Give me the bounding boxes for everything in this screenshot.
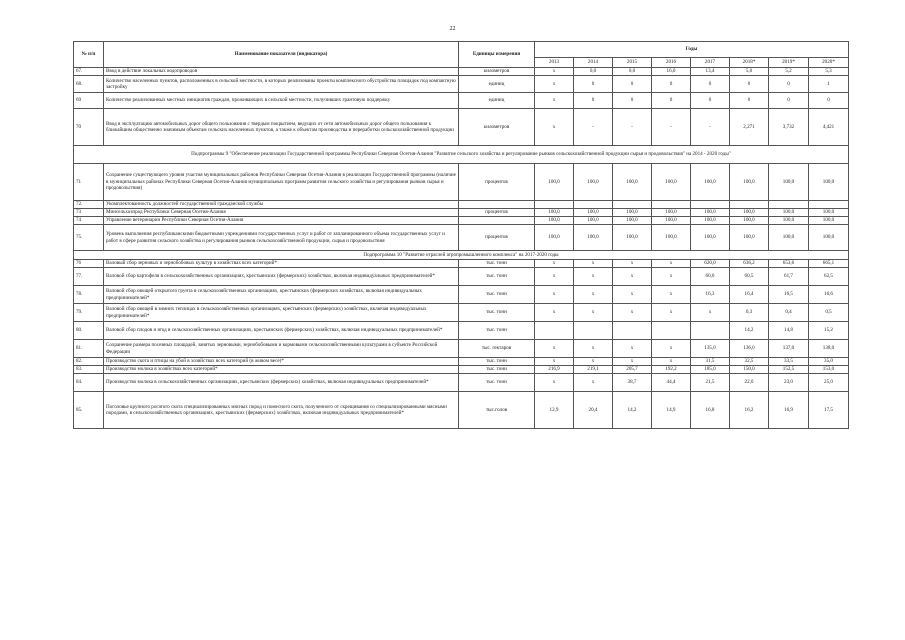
- indicator-name: Валовой сбор картофеля в сельскохозяйственных организациях, крестьянских (фермерских) хозяйствах, включая индивидуальных предпринимателей*: [104, 268, 459, 286]
- value-cell: 100,0: [730, 225, 769, 251]
- indicator-name: Сохранение размера посевных площадей, занятых зерновыми, зернобобовыми и кормовыми сельскохозяйственными культурами в субъекте Российской Федерации: [104, 340, 459, 358]
- value-cell: [691, 201, 730, 209]
- value-cell: 0: [652, 93, 691, 109]
- value-cell: 100,0: [809, 217, 849, 225]
- value-cell: 0,0: [574, 68, 613, 76]
- value-cell: 0: [769, 93, 809, 109]
- value-cell: 17,5: [809, 392, 849, 429]
- unit-cell: тыс. тонн: [459, 358, 535, 366]
- section-title: Подпрограммы 9 "Обеспечение реализации Государственной программы Республики Северная Осетия-Алания "Развитие сельского хозяйства и регулирование рынков сельскохозяйственной продукции сырья и продовольствия" на 2014 - 2020 годы": [74, 146, 849, 164]
- table-row: [74, 217, 849, 225]
- value-cell: x: [535, 304, 574, 322]
- indicators-table: [73, 41, 849, 429]
- value-cell: 0: [574, 76, 613, 93]
- value-cell: 100,0: [691, 217, 730, 225]
- header-year: 2017: [691, 58, 730, 68]
- unit-cell: километров: [459, 68, 535, 76]
- value-cell: 100,0: [535, 164, 574, 201]
- value-cell: 100,0: [652, 225, 691, 251]
- row-number: 72.: [74, 201, 104, 209]
- value-cell: 100,0: [535, 225, 574, 251]
- value-cell: 100,0: [574, 164, 613, 201]
- table-row: [74, 374, 849, 392]
- value-cell: 16,6: [809, 286, 849, 304]
- value-cell: 100,0: [691, 225, 730, 251]
- indicator-name: Ввод в действие локальных водопроводов: [104, 68, 459, 76]
- value-cell: 100,0: [613, 225, 652, 251]
- value-cell: 100,0: [769, 217, 809, 225]
- value-cell: 100,0: [730, 164, 769, 201]
- value-cell: x: [535, 374, 574, 392]
- header-year: 2018*: [730, 58, 769, 68]
- value-cell: x: [613, 358, 652, 366]
- value-cell: 0,3: [730, 304, 769, 322]
- unit-cell: [459, 217, 535, 225]
- row-number: 73: [74, 209, 104, 217]
- value-cell: 0,4: [769, 304, 809, 322]
- unit-cell: тыс. тонн: [459, 268, 535, 286]
- indicator-name: Валовый сбор зерновых и зернобобовых культур в хозяйствах всех категорий*: [104, 260, 459, 268]
- table-row: [74, 260, 849, 268]
- value-cell: 100,0: [809, 225, 849, 251]
- unit-cell: процентов: [459, 209, 535, 217]
- header-unit: Единицы измерения: [459, 42, 535, 68]
- value-cell: x: [574, 340, 613, 358]
- value-cell: 100,0: [535, 217, 574, 225]
- value-cell: 12,9: [535, 392, 574, 429]
- row-number: 67.: [74, 68, 104, 76]
- value-cell: 0: [809, 93, 849, 109]
- value-cell: 31,5: [691, 358, 730, 366]
- value-cell: 0: [652, 76, 691, 93]
- value-cell: 136,0: [730, 340, 769, 358]
- header-year: 2016: [652, 58, 691, 68]
- value-cell: [613, 322, 652, 340]
- value-cell: x: [535, 76, 574, 93]
- value-cell: 100,0: [574, 225, 613, 251]
- row-number: 84.: [74, 374, 104, 392]
- row-number: 70: [74, 109, 104, 146]
- value-cell: x: [574, 286, 613, 304]
- value-cell: 0: [613, 93, 652, 109]
- value-cell: 20,4: [574, 392, 613, 429]
- value-cell: 100,0: [652, 209, 691, 217]
- table-row: [74, 109, 849, 146]
- value-cell: 0: [769, 76, 809, 93]
- header-year: 2015: [613, 58, 652, 68]
- indicator-name: Уровень выполнения республиканскими бюджетными учреждениями государственных услуг и работ от запланированного объема государственных услуг и работ в сфере развития сельского хозяйства и регулирования рынков сельскохозяйственной продукции, сырья и продовольствия: [104, 225, 459, 251]
- value-cell: 60,5: [730, 268, 769, 286]
- indicator-name: Поголовье крупного рогатого скота специализированных мясных пород и помесного скота, полученного от скрещивания со специализированными мясными породами, в сельскохозяйственных организациях, крестьянских (фермерских) хозяйствах, включая индивидуальных предпринимателей*: [104, 392, 459, 429]
- indicator-name: Валовой сбор плодов и ягод в сельскохозяйственных организациях, крестьянских (фермерских) хозяйствах, включая индивидуальных предпринимателей*: [104, 322, 459, 340]
- unit-cell: процентов: [459, 225, 535, 251]
- table-body: [74, 68, 849, 429]
- indicator-name: Укомплектованность должностей государственной гражданской службы: [104, 201, 459, 209]
- value-cell: x: [535, 268, 574, 286]
- value-cell: [809, 201, 849, 209]
- indicator-name: Минсельхозпрод Республики Северная Осетия-Алания: [104, 209, 459, 217]
- value-cell: x: [574, 374, 613, 392]
- value-cell: [691, 322, 730, 340]
- unit-cell: [459, 201, 535, 209]
- value-cell: 61,7: [769, 268, 809, 286]
- value-cell: 0,0: [613, 68, 652, 76]
- value-cell: 0: [730, 93, 769, 109]
- row-number: 80.: [74, 322, 104, 340]
- section-heading-row: [74, 146, 849, 164]
- value-cell: -: [691, 109, 730, 146]
- value-cell: 100,0: [652, 164, 691, 201]
- value-cell: 33,5: [769, 358, 809, 366]
- page-number: 22: [449, 26, 456, 32]
- value-cell: x: [574, 260, 613, 268]
- value-cell: [730, 201, 769, 209]
- row-number: 69: [74, 93, 104, 109]
- value-cell: 5,3: [809, 68, 849, 76]
- value-cell: x: [613, 286, 652, 304]
- value-cell: 25,0: [809, 374, 849, 392]
- value-cell: -: [613, 109, 652, 146]
- value-cell: [652, 201, 691, 209]
- value-cell: 135,0: [691, 340, 730, 358]
- value-cell: x: [652, 260, 691, 268]
- value-cell: 16,0: [652, 68, 691, 76]
- value-cell: 3,732: [769, 109, 809, 146]
- value-cell: 100,0: [809, 209, 849, 217]
- row-number: 83.: [74, 366, 104, 374]
- value-cell: 16,8: [691, 392, 730, 429]
- value-cell: 205,7: [613, 366, 652, 374]
- row-number: 79.: [74, 304, 104, 322]
- value-cell: 16,3: [691, 286, 730, 304]
- table-row: [74, 164, 849, 201]
- unit-cell: процентов: [459, 164, 535, 201]
- header-year: 2013: [535, 58, 574, 68]
- unit-cell: километров: [459, 109, 535, 146]
- value-cell: x: [535, 286, 574, 304]
- value-cell: 153,0: [809, 366, 849, 374]
- value-cell: 16,9: [769, 392, 809, 429]
- value-cell: 100,0: [730, 209, 769, 217]
- table-row: [74, 93, 849, 109]
- value-cell: x: [691, 304, 730, 322]
- value-cell: 100,0: [691, 209, 730, 217]
- value-cell: 14,9: [652, 392, 691, 429]
- value-cell: 100,0: [613, 209, 652, 217]
- unit-cell: тыс. тонн: [459, 304, 535, 322]
- value-cell: 137,0: [769, 340, 809, 358]
- table-row: [74, 366, 849, 374]
- indicator-name: Производство скота и птицы на убой в хозяйствах всех категорий (в живом весе)*: [104, 358, 459, 366]
- row-number: 82.: [74, 358, 104, 366]
- value-cell: 150,0: [730, 366, 769, 374]
- value-cell: x: [574, 358, 613, 366]
- value-cell: x: [652, 358, 691, 366]
- value-cell: 14,2: [613, 392, 652, 429]
- value-cell: x: [535, 109, 574, 146]
- unit-cell: тыс. гектаров: [459, 340, 535, 358]
- value-cell: 35,0: [809, 358, 849, 366]
- value-cell: 100,0: [769, 209, 809, 217]
- row-number: 76: [74, 260, 104, 268]
- table-row: [74, 268, 849, 286]
- value-cell: [652, 322, 691, 340]
- value-cell: 100,0: [574, 209, 613, 217]
- table-row: [74, 68, 849, 76]
- value-cell: x: [613, 268, 652, 286]
- value-cell: 636,2: [730, 260, 769, 268]
- value-cell: 0: [730, 76, 769, 93]
- indicator-name: Производство молока в хозяйствах всех категорий*: [104, 366, 459, 374]
- indicator-name: Количество реализованных местных инициатив граждан, проживающих в сельской местности, получивших грантовую поддержку: [104, 93, 459, 109]
- table-row: [74, 358, 849, 366]
- value-cell: x: [652, 268, 691, 286]
- table-row: [74, 225, 849, 251]
- value-cell: 5,0: [730, 68, 769, 76]
- unit-cell: тыс. тонн: [459, 260, 535, 268]
- value-cell: [574, 201, 613, 209]
- value-cell: x: [535, 340, 574, 358]
- value-cell: 216,9: [535, 366, 574, 374]
- value-cell: 100,0: [535, 209, 574, 217]
- header-year: 2019*: [769, 58, 809, 68]
- table-row: [74, 76, 849, 93]
- table-row: [74, 209, 849, 217]
- value-cell: x: [535, 260, 574, 268]
- value-cell: 16,5: [769, 286, 809, 304]
- indicator-name: Производство молока в сельскохозяйственных организациях, крестьянских (фермерских) хозяйствах, включая индивидуальных предпринимателей*: [104, 374, 459, 392]
- value-cell: 16,2: [730, 392, 769, 429]
- unit-cell: тыс. тонн: [459, 374, 535, 392]
- indicator-name: Управление ветеринарии Республики Северная Осетия-Алания: [104, 217, 459, 225]
- value-cell: [613, 201, 652, 209]
- value-cell: x: [613, 260, 652, 268]
- value-cell: x: [652, 304, 691, 322]
- value-cell: 15,2: [809, 322, 849, 340]
- value-cell: 22,0: [730, 374, 769, 392]
- value-cell: x: [535, 93, 574, 109]
- value-cell: x: [652, 286, 691, 304]
- header-year: 2014: [574, 58, 613, 68]
- value-cell: 185,0: [691, 366, 730, 374]
- value-cell: 0,5: [809, 304, 849, 322]
- row-number: 74: [74, 217, 104, 225]
- value-cell: 219,1: [574, 366, 613, 374]
- value-cell: x: [574, 304, 613, 322]
- value-cell: 44,4: [652, 374, 691, 392]
- table-row: [74, 286, 849, 304]
- value-cell: x: [652, 340, 691, 358]
- table-row: [74, 322, 849, 340]
- row-number: 77.: [74, 268, 104, 286]
- value-cell: 32,5: [730, 358, 769, 366]
- value-cell: 23,0: [769, 374, 809, 392]
- value-cell: 0: [691, 93, 730, 109]
- value-cell: 5,2: [769, 68, 809, 76]
- header-year: 2020*: [809, 58, 849, 68]
- value-cell: [769, 201, 809, 209]
- indicator-name: Сохранение существующего уровня участия муниципальных районов Республики Северная Осетия-Алания в реализации Государственной программы (наличие в муниципальных районах Республики Северная Осетия-Алания муниципальных программ развития сельского хозяйства и регулирования рынков сырья и продовольствия): [104, 164, 459, 201]
- value-cell: x: [574, 268, 613, 286]
- value-cell: 192,2: [652, 366, 691, 374]
- value-cell: -: [574, 109, 613, 146]
- header-years: Годы: [535, 42, 849, 58]
- value-cell: 100,0: [769, 225, 809, 251]
- row-number: 75.: [74, 225, 104, 251]
- value-cell: 100,0: [652, 217, 691, 225]
- unit-cell: тыс. тонн: [459, 366, 535, 374]
- table-row: [74, 201, 849, 209]
- unit-cell: тыс. тонн: [459, 322, 535, 340]
- value-cell: 152,5: [769, 366, 809, 374]
- value-cell: x: [535, 358, 574, 366]
- value-cell: 21,5: [691, 374, 730, 392]
- indicator-name: Ввод в эксплуатацию автомобильных дорог общего пользования с твердым покрытием, ведущих от сети автомобильных дорог общего пользования к ближайшим общественно значимым объектам сельских населенных пунктов, а также к объектам производства и переработки сельскохозяйственной продукции: [104, 109, 459, 146]
- value-cell: [574, 322, 613, 340]
- value-cell: 4,421: [809, 109, 849, 146]
- row-number: 81.: [74, 340, 104, 358]
- value-cell: 1: [809, 76, 849, 93]
- value-cell: x: [613, 304, 652, 322]
- unit-cell: тыс.голов: [459, 392, 535, 429]
- unit-cell: тыс. тонн: [459, 286, 535, 304]
- value-cell: 38,7: [613, 374, 652, 392]
- table-row: [74, 340, 849, 358]
- value-cell: 100,0: [613, 164, 652, 201]
- value-cell: 100,0: [574, 217, 613, 225]
- row-number: 68.: [74, 76, 104, 93]
- section-heading-row: [74, 251, 849, 260]
- indicator-name: Количество населенных пунктов, расположенных в сельской местности, в которых реализованы проекты комплексного обустройства площадок под компактную застройку: [104, 76, 459, 93]
- value-cell: 0: [613, 76, 652, 93]
- row-number: 71: [74, 164, 104, 201]
- indicator-name: Валовой сбор овощей открытого грунта в сельскохозяйственных организациях, крестьянских (фермерских хозяйствах, включая индивидуальных предпринимателей*: [104, 286, 459, 304]
- value-cell: 138,0: [809, 340, 849, 358]
- value-cell: 0: [574, 93, 613, 109]
- value-cell: 620,0: [691, 260, 730, 268]
- value-cell: 14,8: [769, 322, 809, 340]
- value-cell: 14,2: [730, 322, 769, 340]
- value-cell: 13,4: [691, 68, 730, 76]
- value-cell: 100,0: [769, 164, 809, 201]
- value-cell: 0: [691, 76, 730, 93]
- row-number: 85.: [74, 392, 104, 429]
- value-cell: 62,5: [809, 268, 849, 286]
- value-cell: [535, 322, 574, 340]
- value-cell: 100,0: [613, 217, 652, 225]
- value-cell: 100,0: [809, 164, 849, 201]
- indicator-name: Валовой сбор овощей в зимних теплицах в сельскохозяйственных организациях, крестьянских (фермерских) хозяйствах, включая индивидуальных предпринимателей*: [104, 304, 459, 322]
- value-cell: 16,4: [730, 286, 769, 304]
- value-cell: 100,0: [691, 164, 730, 201]
- header-number: № п/п: [74, 42, 104, 68]
- row-number: 78.: [74, 286, 104, 304]
- value-cell: 100,0: [730, 217, 769, 225]
- value-cell: x: [613, 340, 652, 358]
- unit-cell: единиц: [459, 93, 535, 109]
- table-row: [74, 392, 849, 429]
- value-cell: [535, 201, 574, 209]
- header-indicator-name: Наименование показателя (индикатора): [104, 42, 459, 68]
- value-cell: 60,0: [691, 268, 730, 286]
- value-cell: x: [535, 68, 574, 76]
- value-cell: 653,6: [769, 260, 809, 268]
- unit-cell: единиц: [459, 76, 535, 93]
- value-cell: 665,1: [809, 260, 849, 268]
- value-cell: -: [652, 109, 691, 146]
- value-cell: 2,271: [730, 109, 769, 146]
- table-row: [74, 304, 849, 322]
- section-title: Подпрограмма 10 "Развитие отраслей агропромышленного комплекса" на 2017-2020 годы: [74, 251, 849, 260]
